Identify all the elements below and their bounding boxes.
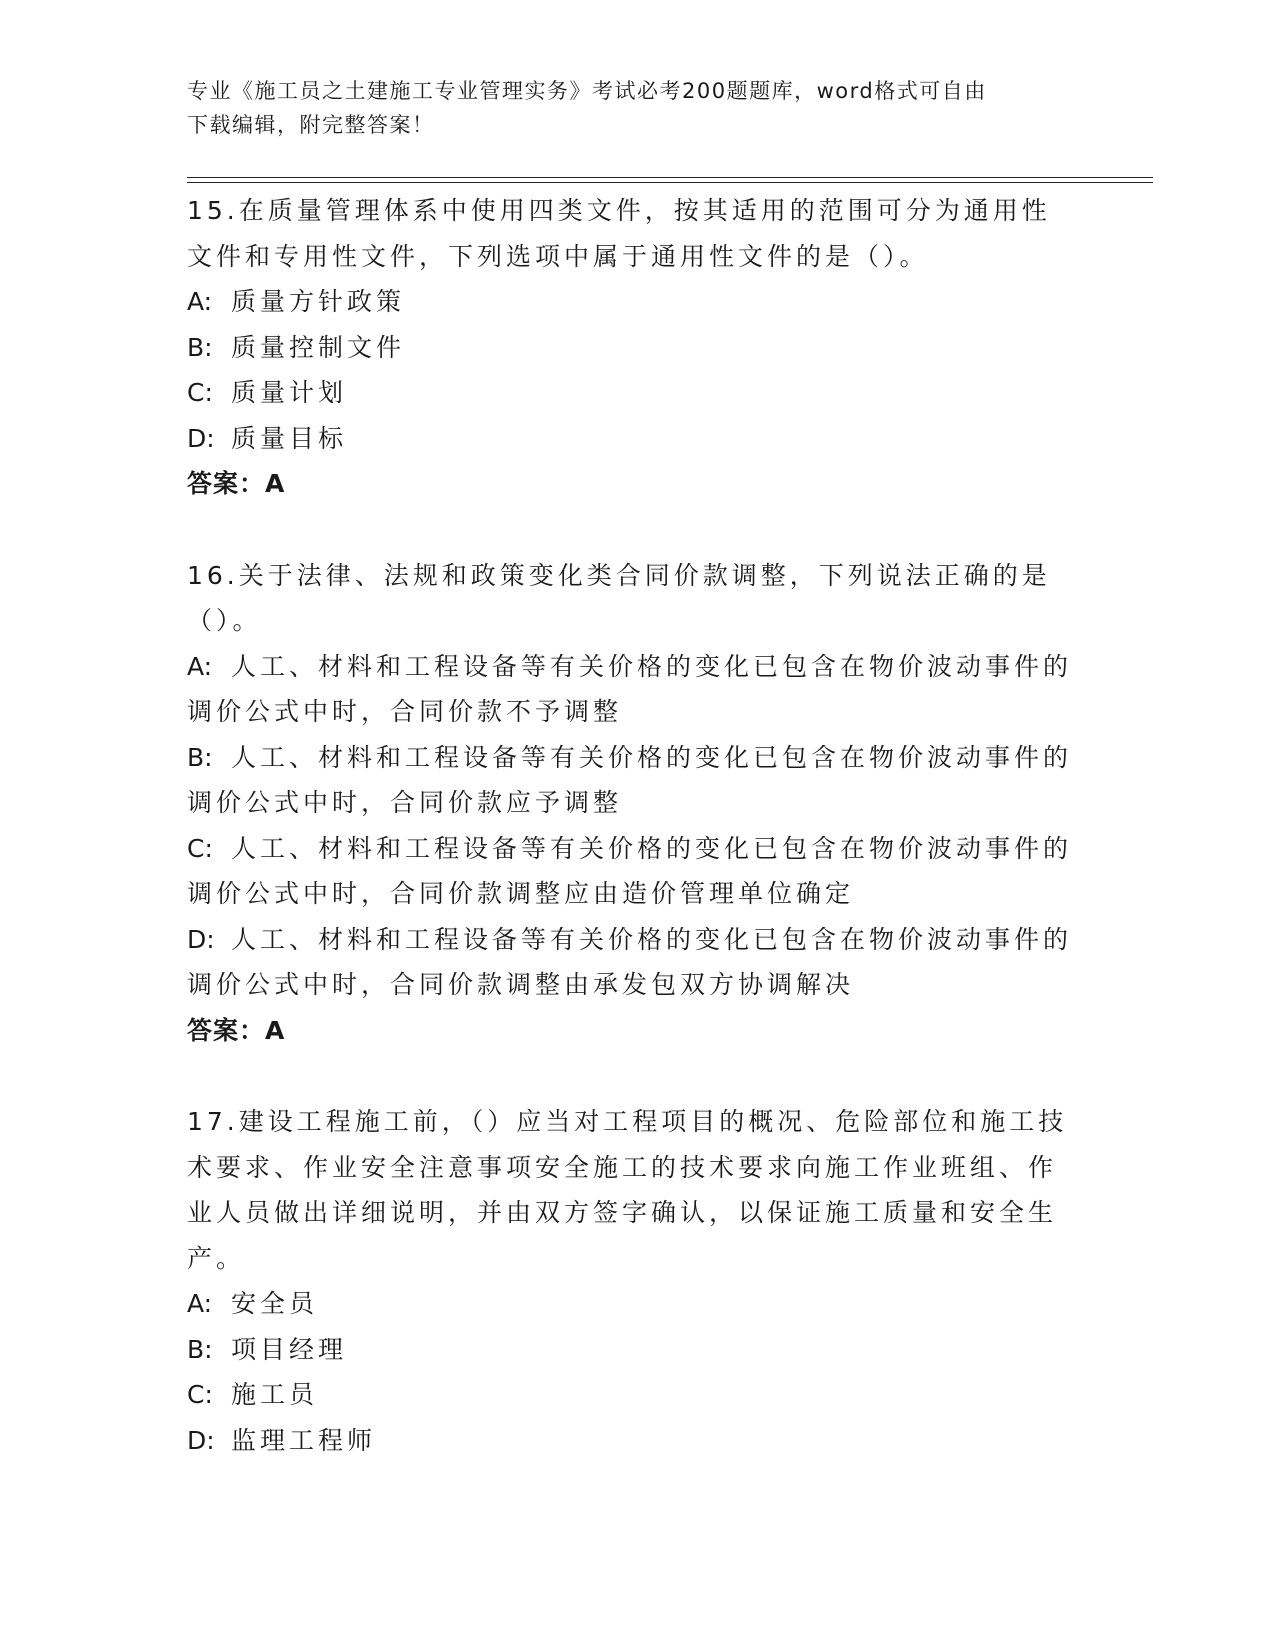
option-d	[187, 1418, 1077, 1464]
option-b	[187, 1327, 1077, 1373]
option-d	[187, 917, 1077, 1008]
option-text: 项目经理	[231, 1334, 348, 1364]
option-text: 质量控制文件	[231, 332, 406, 362]
option-key: C:	[187, 1380, 213, 1409]
option-key: B:	[187, 1334, 213, 1364]
option-key: D:	[187, 1425, 215, 1455]
option-key: A:	[187, 287, 213, 316]
option-d	[187, 416, 1077, 462]
question-list	[187, 188, 1077, 1463]
question-spacer	[187, 507, 1077, 553]
option-a	[187, 1281, 1077, 1327]
question-15	[187, 188, 1077, 507]
header-divider-bottom	[187, 182, 1153, 183]
option-text: 人工、材料和工程设备等有关价格的变化已包含在物价波动事件的调价公式中时，合同价款不予调整	[187, 651, 1073, 726]
option-text: 人工、材料和工程设备等有关价格的变化已包含在物价波动事件的调价公式中时，合同价款调整应由造价管理单位确定	[187, 833, 1073, 908]
option-text: 人工、材料和工程设备等有关价格的变化已包含在物价波动事件的调价公式中时，合同价款应予调整	[187, 742, 1073, 817]
option-a	[187, 279, 1077, 325]
option-key: D:	[187, 423, 215, 453]
question-text: 15.在质量管理体系中使用四类文件，按其适用的范围可分为通用性文件和专用性文件，下列选项中属于通用性文件的是（）。	[187, 196, 1051, 271]
answer-label: 答案：A	[187, 469, 286, 498]
option-a	[187, 644, 1077, 735]
option-text: 质量方针政策	[231, 287, 406, 316]
question-17	[187, 1099, 1077, 1463]
option-b	[187, 325, 1077, 371]
option-text: 安全员	[231, 1289, 319, 1318]
option-key: A:	[187, 651, 213, 681]
option-text: 质量计划	[231, 378, 348, 407]
option-c	[187, 370, 1077, 416]
option-key: C:	[187, 833, 213, 863]
option-c	[187, 826, 1077, 917]
option-key: C:	[187, 378, 213, 407]
option-key: D:	[187, 924, 215, 954]
header-divider-top	[187, 177, 1153, 178]
document-header	[187, 74, 1067, 142]
answer-label: 答案：A	[187, 1015, 286, 1045]
question-16	[187, 553, 1077, 1054]
option-key: B:	[187, 742, 213, 772]
question-text: 17.建设工程施工前，（）应当对工程项目的概况、危险部位和施工技术要求、作业安全注意事项安全施工的技术要求向施工作业班组、作业人员做出详细说明，并由双方签字确认，以保证施工质量和安全生产。	[187, 1107, 1068, 1273]
question-spacer	[187, 1053, 1077, 1099]
option-c	[187, 1372, 1077, 1418]
option-text: 监理工程师	[231, 1425, 377, 1455]
header-line-1: 专业《施工员之土建施工专业管理实务》考试必考200题题库，word格式可自由	[187, 79, 987, 103]
option-text: 质量目标	[231, 423, 348, 453]
option-key: A:	[187, 1289, 213, 1318]
option-text: 人工、材料和工程设备等有关价格的变化已包含在物价波动事件的调价公式中时，合同价款调整由承发包双方协调解决	[187, 924, 1073, 999]
option-b	[187, 735, 1077, 826]
option-text: 施工员	[231, 1380, 319, 1409]
header-line-2: 下载编辑，附完整答案！	[187, 113, 435, 137]
question-text: 16.关于法律、法规和政策变化类合同价款调整，下列说法正确的是（）。	[187, 560, 1051, 635]
option-key: B:	[187, 332, 213, 362]
